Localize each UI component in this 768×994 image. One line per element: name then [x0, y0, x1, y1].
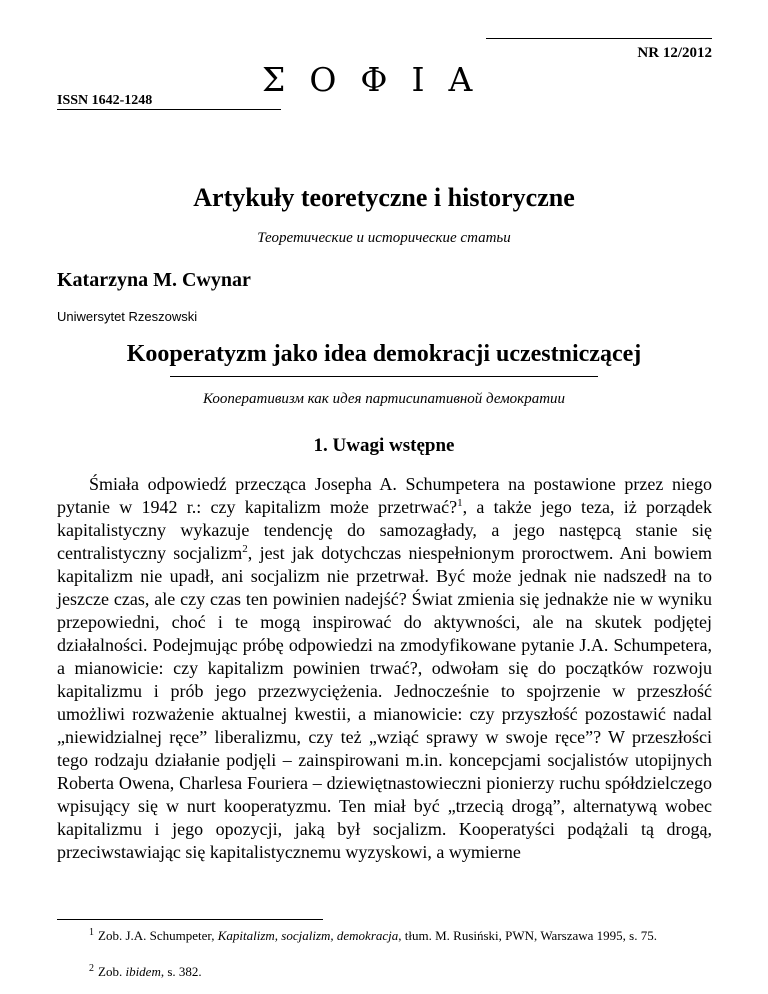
footnote [57, 963, 712, 981]
paragraph-text: , jest jak dotychczas niespełnionym proroctwem. Ani bowiem kapitalizm nie upadł, ani socjalizm nie przetrwał. Być może jednak nie nadszedł na to jeszcze czas, ale czy czas ten powinien nadejść? Świat zmienia się jednakże nie w wyniku przepowiedni, choć i te mogą inspirować do aktywności, ale na skutek podjętej działalności. Podejmując próbę odpowiedzi na zmodyfikowane pytanie J.A. Schumpetera, a mianowicie: czy kapitalizm powinien trwać?, odwołam się do początków rozwoju kapitalizmu i prób jego przezwyciężenia. Jednocześnie to spojrzenie w przeszłość umożliwi rozważenie aktualnej kwestii, a mianowicie: czy przyszłość pozostawić nadal „niewidzialnej ręce” liberalizmu, czy też „wziąć sprawy w swoje ręce”? W przeszłości tego rodzaju działanie podjęli – zainspirowani m.in. koncepcjami socjalistów utopijnych Roberta Owena, Charlesa Fouriera – dziewiętnastowieczni pionierzy ruchu spółdzielczego wpisujący się w nurt kooperatyzmu. Ten miał być „trzecią drogą”, alternatywą wobec kapitalizmu i jego opozycji, jaką był socjalizm. Kooperatyści podążali tą drogą, przeciwstawiając się kapitalistycznemu wyzyskowi, a wymierne [57, 543, 712, 862]
journal-letter: Σ [262, 60, 288, 99]
footnote-text: Zob. J.A. Schumpeter, [98, 928, 218, 943]
footnote-text: , s. 382. [160, 964, 202, 979]
footnote-book-title: Kapitalizm, socjalizm, demokracja [217, 928, 399, 943]
header-rule [486, 38, 712, 39]
section-title: Artykuły teoretyczne i historyczne [193, 183, 575, 212]
footnote-ref[interactable]: 2 [242, 543, 248, 555]
section-heading: 1. Uwagi wstępne [313, 435, 455, 456]
title-rule [170, 376, 598, 377]
issue-number: NR 12/2012 [637, 45, 712, 61]
footnote-ref[interactable]: 1 [457, 497, 463, 509]
footnote-number: 2 [89, 962, 94, 974]
footnote [57, 927, 712, 945]
paragraph-text: , a także jego teza, iż porządek kapitalistyczny wykazuje tendencję do samozagłady, a jego następcą stanie się centralistyczny socjalizm [57, 497, 712, 563]
footnote-number: 1 [89, 926, 94, 938]
section-subtitle: Теоретические и исторические статьи [257, 230, 511, 246]
journal-letter: Α [448, 60, 475, 99]
footnote-rule [57, 919, 323, 920]
footnote-ibidem: ibidem [125, 964, 161, 979]
journal-letter: Ο [309, 60, 339, 99]
paragraph [57, 473, 712, 864]
footnote-text: Zob. [98, 964, 126, 979]
article-title: Kooperatyzm jako idea demokracji uczestniczącej [126, 341, 642, 367]
footnote-text: , tłum. M. Rusiński, PWN, Warszawa 1995, s. 75. [398, 928, 657, 943]
article-subtitle: Кооперативизм как идея партисипативной демократии [202, 391, 566, 407]
author-affiliation: Uniwersytet Rzeszowski [57, 309, 198, 324]
author-name: Katarzyna M. Cwynar [57, 269, 251, 291]
journal-letter: Φ [360, 60, 390, 99]
issn-rule [57, 109, 281, 110]
journal-letter: Ι [411, 60, 427, 99]
issn: ISSN 1642-1248 [57, 93, 153, 108]
journal-logo [262, 60, 496, 99]
body-text [57, 473, 712, 864]
paragraph-text: Śmiała odpowiedź przecząca Josepha A. Schumpetera na postawione przez niego pytanie w 1942 r.: czy kapitalizm może przetrwać? [57, 474, 712, 517]
